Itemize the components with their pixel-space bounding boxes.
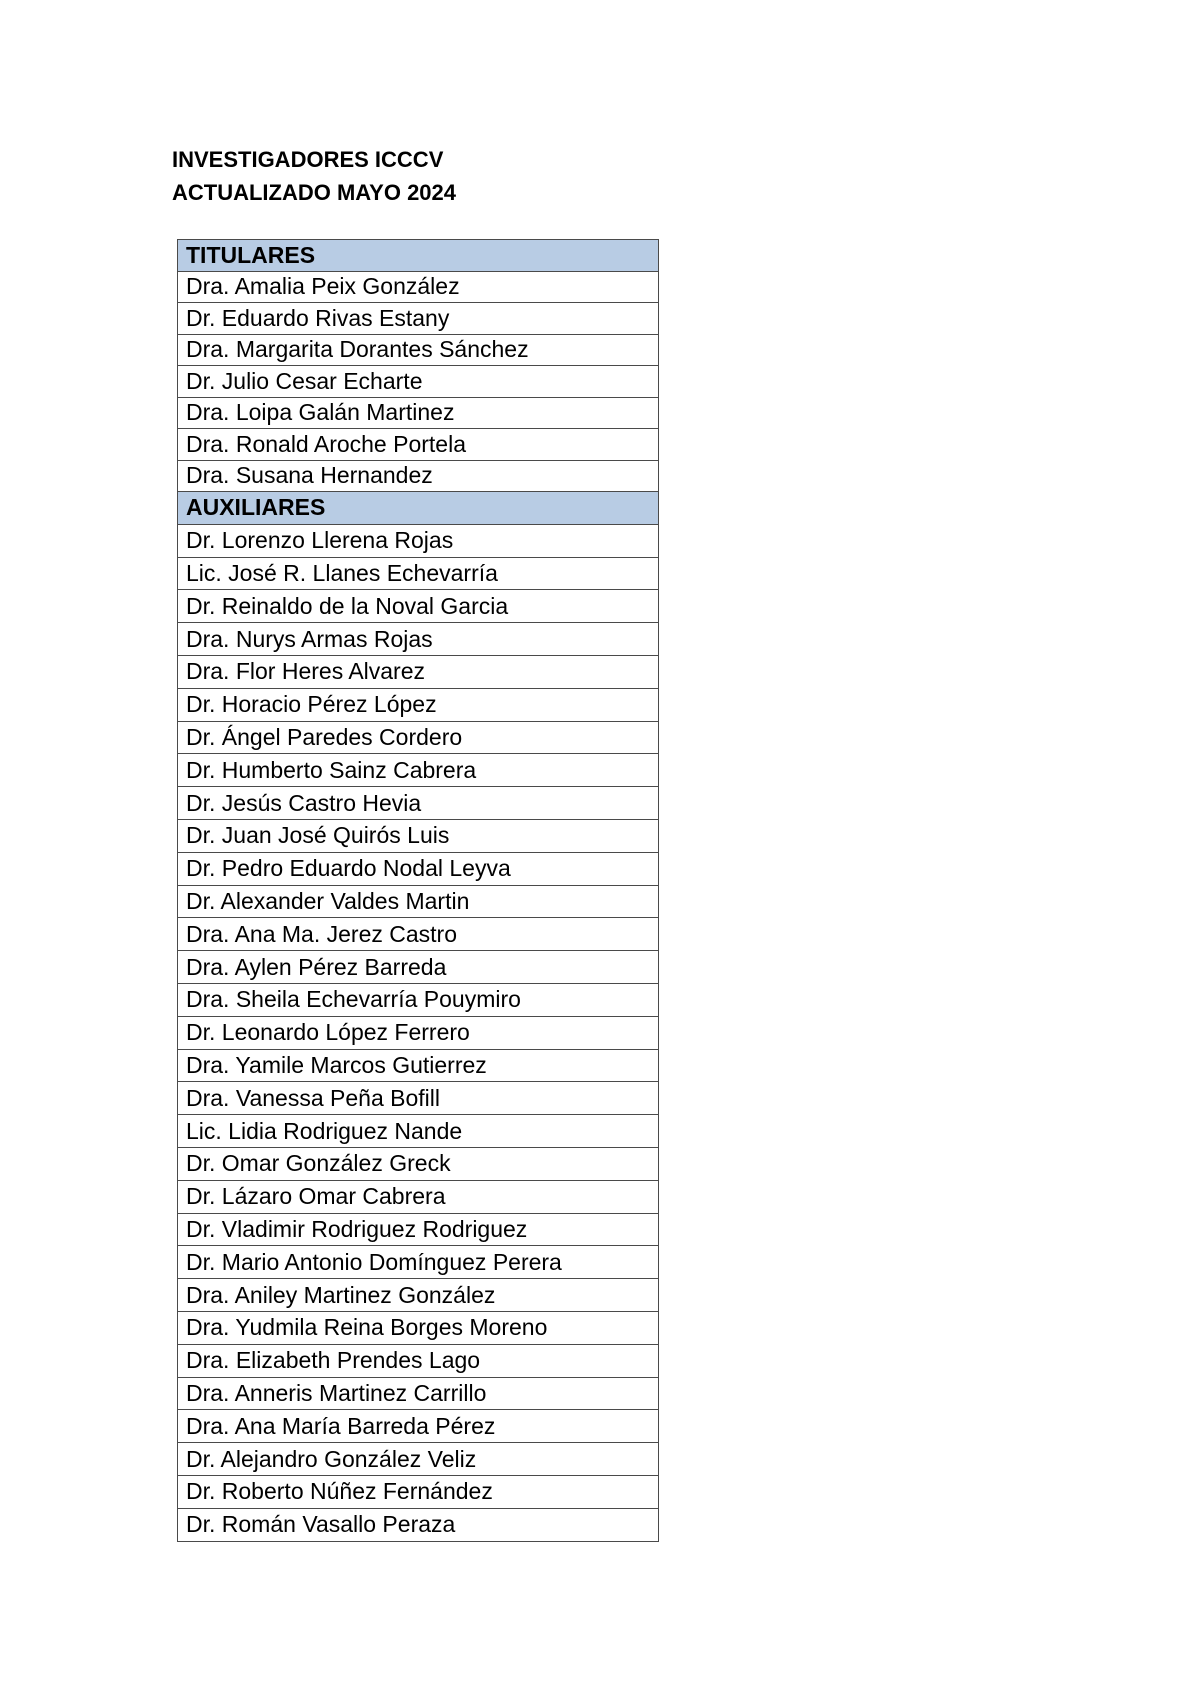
table-row — [178, 524, 659, 557]
table-row — [178, 1475, 659, 1508]
researcher-name: Dr. Pedro Eduardo Nodal Leyva — [178, 852, 659, 885]
researcher-name: Lic. Lidia Rodriguez Nande — [178, 1115, 659, 1148]
researcher-name: Dr. Eduardo Rivas Estany — [178, 303, 659, 335]
table-row — [178, 1213, 659, 1246]
researcher-name: Lic. José R. Llanes Echevarría — [178, 557, 659, 590]
researchers-table — [177, 239, 659, 1542]
table-row — [178, 983, 659, 1016]
researcher-name: Dr. Horacio Pérez López — [178, 688, 659, 721]
researcher-name: Dra. Aylen Pérez Barreda — [178, 951, 659, 984]
table-row — [178, 1180, 659, 1213]
researcher-name: Dr. Julio Cesar Echarte — [178, 366, 659, 398]
table-row — [178, 557, 659, 590]
table-row — [178, 918, 659, 951]
researcher-name: Dra. Ana María Barreda Pérez — [178, 1410, 659, 1443]
section-header-auxiliares: AUXILIARES — [178, 492, 659, 525]
researcher-name: Dr. Alexander Valdes Martin — [178, 885, 659, 918]
table-row — [178, 1377, 659, 1410]
researcher-name: Dra. Elizabeth Prendes Lago — [178, 1344, 659, 1377]
researcher-name: Dr. Humberto Sainz Cabrera — [178, 754, 659, 787]
table-row — [178, 429, 659, 461]
table-row — [178, 1508, 659, 1541]
table-row — [178, 1115, 659, 1148]
table-row — [178, 852, 659, 885]
table-row — [178, 1016, 659, 1049]
titulares-section — [178, 240, 659, 492]
table-row — [178, 1246, 659, 1279]
researcher-name: Dra. Nurys Armas Rojas — [178, 623, 659, 656]
researcher-name: Dra. Ana Ma. Jerez Castro — [178, 918, 659, 951]
table-row — [178, 334, 659, 366]
researcher-name: Dra. Sheila Echevarría Pouymiro — [178, 983, 659, 1016]
table-row — [178, 1049, 659, 1082]
researcher-name: Dr. Vladimir Rodriguez Rodriguez — [178, 1213, 659, 1246]
researcher-name: Dr. Juan José Quirós Luis — [178, 819, 659, 852]
section-header-row — [178, 492, 659, 525]
document-header — [172, 143, 456, 209]
auxiliares-section — [178, 492, 659, 1542]
researcher-name: Dra. Yudmila Reina Borges Moreno — [178, 1311, 659, 1344]
researcher-name: Dr. Leonardo López Ferrero — [178, 1016, 659, 1049]
researcher-name: Dra. Loipa Galán Martinez — [178, 397, 659, 429]
table-row — [178, 623, 659, 656]
document-subtitle: ACTUALIZADO MAYO 2024 — [172, 180, 457, 205]
researcher-name: Dra. Margarita Dorantes Sánchez — [178, 334, 659, 366]
table-row — [178, 1443, 659, 1476]
table-row — [178, 460, 659, 492]
researcher-name: Dra. Anneris Martinez Carrillo — [178, 1377, 659, 1410]
table-row — [178, 1410, 659, 1443]
researcher-name: Dra. Flor Heres Alvarez — [178, 655, 659, 688]
section-header-row — [178, 240, 659, 272]
table-row — [178, 819, 659, 852]
table-row — [178, 1311, 659, 1344]
table-row — [178, 655, 659, 688]
researcher-name: Dr. Reinaldo de la Noval Garcia — [178, 590, 659, 623]
researcher-name: Dr. Jesús Castro Hevia — [178, 787, 659, 820]
researcher-name: Dr. Lorenzo Llerena Rojas — [178, 524, 659, 557]
researcher-name: Dra. Aniley Martinez González — [178, 1279, 659, 1312]
table-row — [178, 397, 659, 429]
table-row — [178, 754, 659, 787]
researcher-name: Dr. Omar González Greck — [178, 1147, 659, 1180]
table-row — [178, 1147, 659, 1180]
researcher-name: Dr. Mario Antonio Domínguez Perera — [178, 1246, 659, 1279]
table-row — [178, 271, 659, 303]
researcher-name: Dra. Ronald Aroche Portela — [178, 429, 659, 461]
table-row — [178, 303, 659, 335]
researcher-name: Dra. Vanessa Peña Bofill — [178, 1082, 659, 1115]
researcher-name: Dr. Román Vasallo Peraza — [178, 1508, 659, 1541]
table-row — [178, 787, 659, 820]
table-row — [178, 366, 659, 398]
table-row — [178, 1279, 659, 1312]
researcher-name: Dr. Ángel Paredes Cordero — [178, 721, 659, 754]
table-row — [178, 721, 659, 754]
table-row — [178, 1082, 659, 1115]
table-row — [178, 951, 659, 984]
table-row — [178, 688, 659, 721]
researcher-name: Dra. Yamile Marcos Gutierrez — [178, 1049, 659, 1082]
researcher-name: Dra. Susana Hernandez — [178, 460, 659, 492]
researcher-name: Dr. Alejandro González Veliz — [178, 1443, 659, 1476]
table-row — [178, 590, 659, 623]
researcher-name: Dr. Roberto Núñez Fernández — [178, 1475, 659, 1508]
document-title: INVESTIGADORES ICCCV — [172, 147, 444, 172]
section-header-titulares: TITULARES — [178, 240, 659, 272]
table-row — [178, 1344, 659, 1377]
researcher-name: Dra. Amalia Peix González — [178, 271, 659, 303]
table-row — [178, 885, 659, 918]
researcher-name: Dr. Lázaro Omar Cabrera — [178, 1180, 659, 1213]
